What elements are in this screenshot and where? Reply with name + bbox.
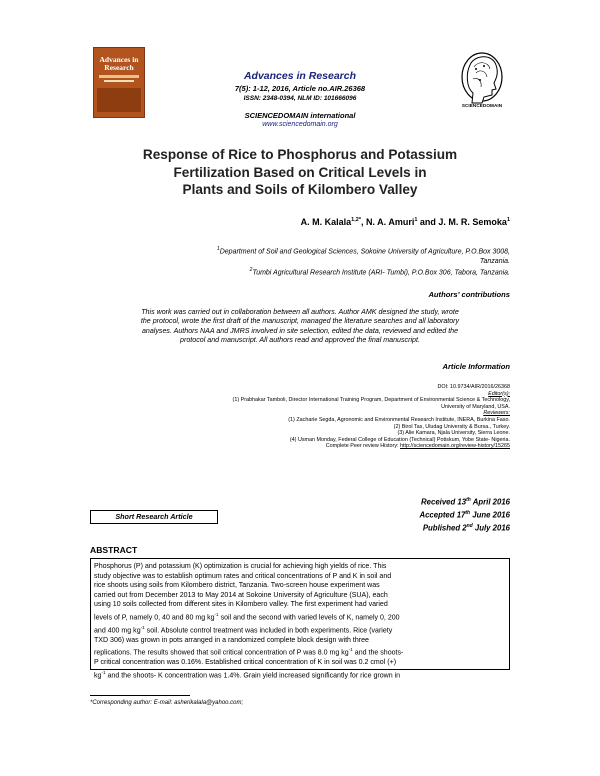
contributions-line: protocol and manuscript. All authors read and approved the final manuscript. — [180, 336, 420, 345]
accepted-rest: June 2016 — [470, 510, 510, 520]
cover-stripe — [99, 75, 139, 78]
paper-title — [100, 146, 500, 199]
editor-line: (1) Prabhakar Tamboli, Director International Training Program, Department of Environmental Science & Technology, — [232, 397, 510, 404]
doi: DOI: 10.9734/AIR/2016/26368 — [437, 384, 510, 390]
cover-title: Advances in Research — [99, 55, 139, 72]
affiliation-number: 2 — [249, 267, 253, 273]
abstract-line: rice shoots using soils from Kilombero district, Tanzania. Two-screen house experiment was — [94, 582, 380, 590]
reviewers-label-row — [200, 410, 510, 417]
contributions-line: analyses. Authors NAA and JMRS involved in site selection, edited the data, reviewed and edited the — [141, 326, 459, 335]
publisher-name: SCIENCEDOMAIN international — [244, 111, 356, 120]
exponent: -1 — [101, 669, 106, 675]
publisher-logo-text: SCIENCEDOMAIN — [461, 103, 503, 108]
cover-image-block — [97, 88, 141, 112]
contributions-line: the protocol, wrote the first draft of the manuscript, managed the literature searches and all laboratory — [140, 317, 460, 326]
article-type-badge: Short Research Article — [90, 510, 218, 524]
abstract-line: study objective was to establish optimum rates and critical concentrations of P and K in soil and — [94, 572, 392, 580]
article-info-block — [200, 384, 510, 450]
published-suffix: nd — [466, 523, 473, 530]
received-rest: April 2016 — [470, 497, 510, 507]
abstract-line: P critical concentration was 0.16%. Established critical concentration of K in soil was 0.2 cmol (+) — [94, 658, 397, 666]
journal-volume: 7(5): 1-12, 2016, Article no.AIR.26368 — [234, 84, 366, 93]
affiliation-line: Tanzania. — [479, 257, 510, 265]
affiliation — [100, 266, 510, 278]
abstract-text: and 400 mg kg — [94, 626, 141, 634]
abstract-line — [94, 668, 506, 681]
abstract-line — [94, 623, 506, 636]
footnote-divider — [90, 695, 190, 696]
review-history-link[interactable]: http://sciencedomain.org/review-history/15265 — [400, 443, 510, 450]
publisher-logo-icon — [454, 47, 510, 111]
journal-name: Advances in Research — [243, 70, 357, 82]
author-separator: and — [417, 217, 439, 227]
exponent: -1 — [140, 624, 145, 630]
abstract-box — [90, 558, 510, 679]
published-rest: July 2016 — [472, 523, 510, 533]
affiliation-line — [100, 266, 510, 278]
received-label: Received 13 — [421, 497, 467, 507]
title-line: Response of Rice to Phosphorus and Potassium — [142, 147, 458, 162]
abstract-text: and the shoots- — [352, 649, 404, 657]
published-label: Published 2 — [422, 523, 467, 533]
contributions-line: This work was carried out in collaboration between all authors. Author AMK designed the study, wrote — [141, 308, 459, 316]
affiliation-text: Tumbi Agricultural Research Institute (ARI- Tumbi), P.O.Box 306, Tabora, Tanzania. — [252, 269, 510, 277]
review-history-label: Complete Peer review History: — [325, 443, 401, 450]
reviewer-line: (3) Alie Kamara, Njala University, Sierra Leone. — [397, 430, 510, 437]
editor-line: University of Maryland, USA. — [441, 403, 510, 410]
abstract-line — [94, 610, 506, 623]
author-name: N. A. Amuri — [365, 217, 415, 227]
reviewer-line: (4) Usman Monday, Federal College of Education (Technical) Potiskum, Yobe State- Nigeria. — [289, 436, 510, 443]
affiliation-line — [100, 245, 510, 257]
author-name: A. M. Kalala — [300, 217, 352, 227]
contributions-text — [90, 308, 510, 346]
reviewer-line: (1) Zacharie Segda, Agronomic and Environmental Research Institute, INERA, Burkina Faso. — [288, 416, 510, 423]
abstract-line: carried out from December 2013 to May 2014 at Sokoine University of Agriculture (SUA), each — [94, 591, 388, 599]
abstract-text: replications. The results showed that soil critical concentration of P was 8.0 mg kg — [94, 649, 349, 657]
abstract-text: and the shoots- K concentration was 1.4%. Grain yield increased significantly for rice grown in — [105, 671, 401, 679]
author-affiliation-mark: 1 — [414, 217, 418, 223]
contributions-heading: Authors’ contributions — [428, 290, 510, 299]
author-name: J. M. R. Semoka — [438, 217, 507, 227]
abstract-line: TXD 306) was grown in pots arranged in a randomized complete block design with three — [94, 636, 369, 644]
article-info-heading: Article Information — [442, 362, 510, 371]
received-date — [330, 495, 510, 508]
published-date — [330, 521, 510, 534]
accepted-suffix: th — [465, 510, 471, 517]
publication-dates — [330, 495, 510, 535]
author-affiliation-mark: 1,2* — [351, 217, 361, 223]
abstract-text: soil and the second with varied levels of K, namely 0, 200 — [218, 614, 400, 622]
editors-label: Editor(s): — [488, 390, 510, 397]
journal-cover-thumbnail — [93, 47, 145, 118]
exponent: -1 — [214, 611, 219, 617]
abstract-text: kg — [94, 671, 102, 679]
publisher-url[interactable]: www.sciencedomain.org — [262, 121, 338, 128]
title-line: Plants and Soils of Kilombero Valley — [182, 182, 418, 197]
affiliation-text: Department of Soil and Geological Sciences, Sokoine University of Agriculture, P.O.Box 3008, — [219, 248, 510, 256]
abstract-text: levels of P, namely 0, 40 and 80 mg kg — [94, 614, 215, 622]
reviewers-label: Reviewers: — [483, 410, 510, 417]
affiliation-number: 1 — [216, 246, 220, 252]
accepted-date — [330, 508, 510, 521]
journal-issn: ISSN: 2348-0394, NLM ID: 101666096 — [243, 95, 357, 102]
reviewer-line: (2) Birol Tas, Uludag University & Bursa., Turkey. — [393, 423, 510, 430]
cover-stripe — [104, 80, 134, 82]
editors-label-row — [200, 391, 510, 398]
author-affiliation-mark: 1 — [506, 217, 510, 223]
affiliation — [100, 245, 510, 266]
abstract-line: Phosphorus (P) and potassium (K) optimization is crucial for achieving high yields of rice. This — [94, 563, 387, 570]
abstract-line: using 10 soils collected from different sites in Kilombero valley. The first experiment had varied — [94, 601, 388, 609]
abstract-heading: ABSTRACT — [90, 545, 138, 555]
author-separator: , — [360, 217, 366, 227]
corresponding-author-footnote: *Corresponding author: E-mail: asherikalala@yahoo.com; — [90, 700, 244, 706]
accepted-label: Accepted 17 — [419, 510, 466, 520]
abstract-line — [94, 645, 506, 658]
title-line: Fertilization Based on Critical Levels in — [173, 164, 427, 180]
review-history — [200, 443, 510, 450]
received-suffix: th — [466, 497, 471, 503]
author-list — [150, 217, 510, 227]
exponent: -1 — [348, 647, 353, 653]
abstract-text: soil. Absolute control treatment was included in both experiments. Rice (variety — [144, 626, 393, 634]
